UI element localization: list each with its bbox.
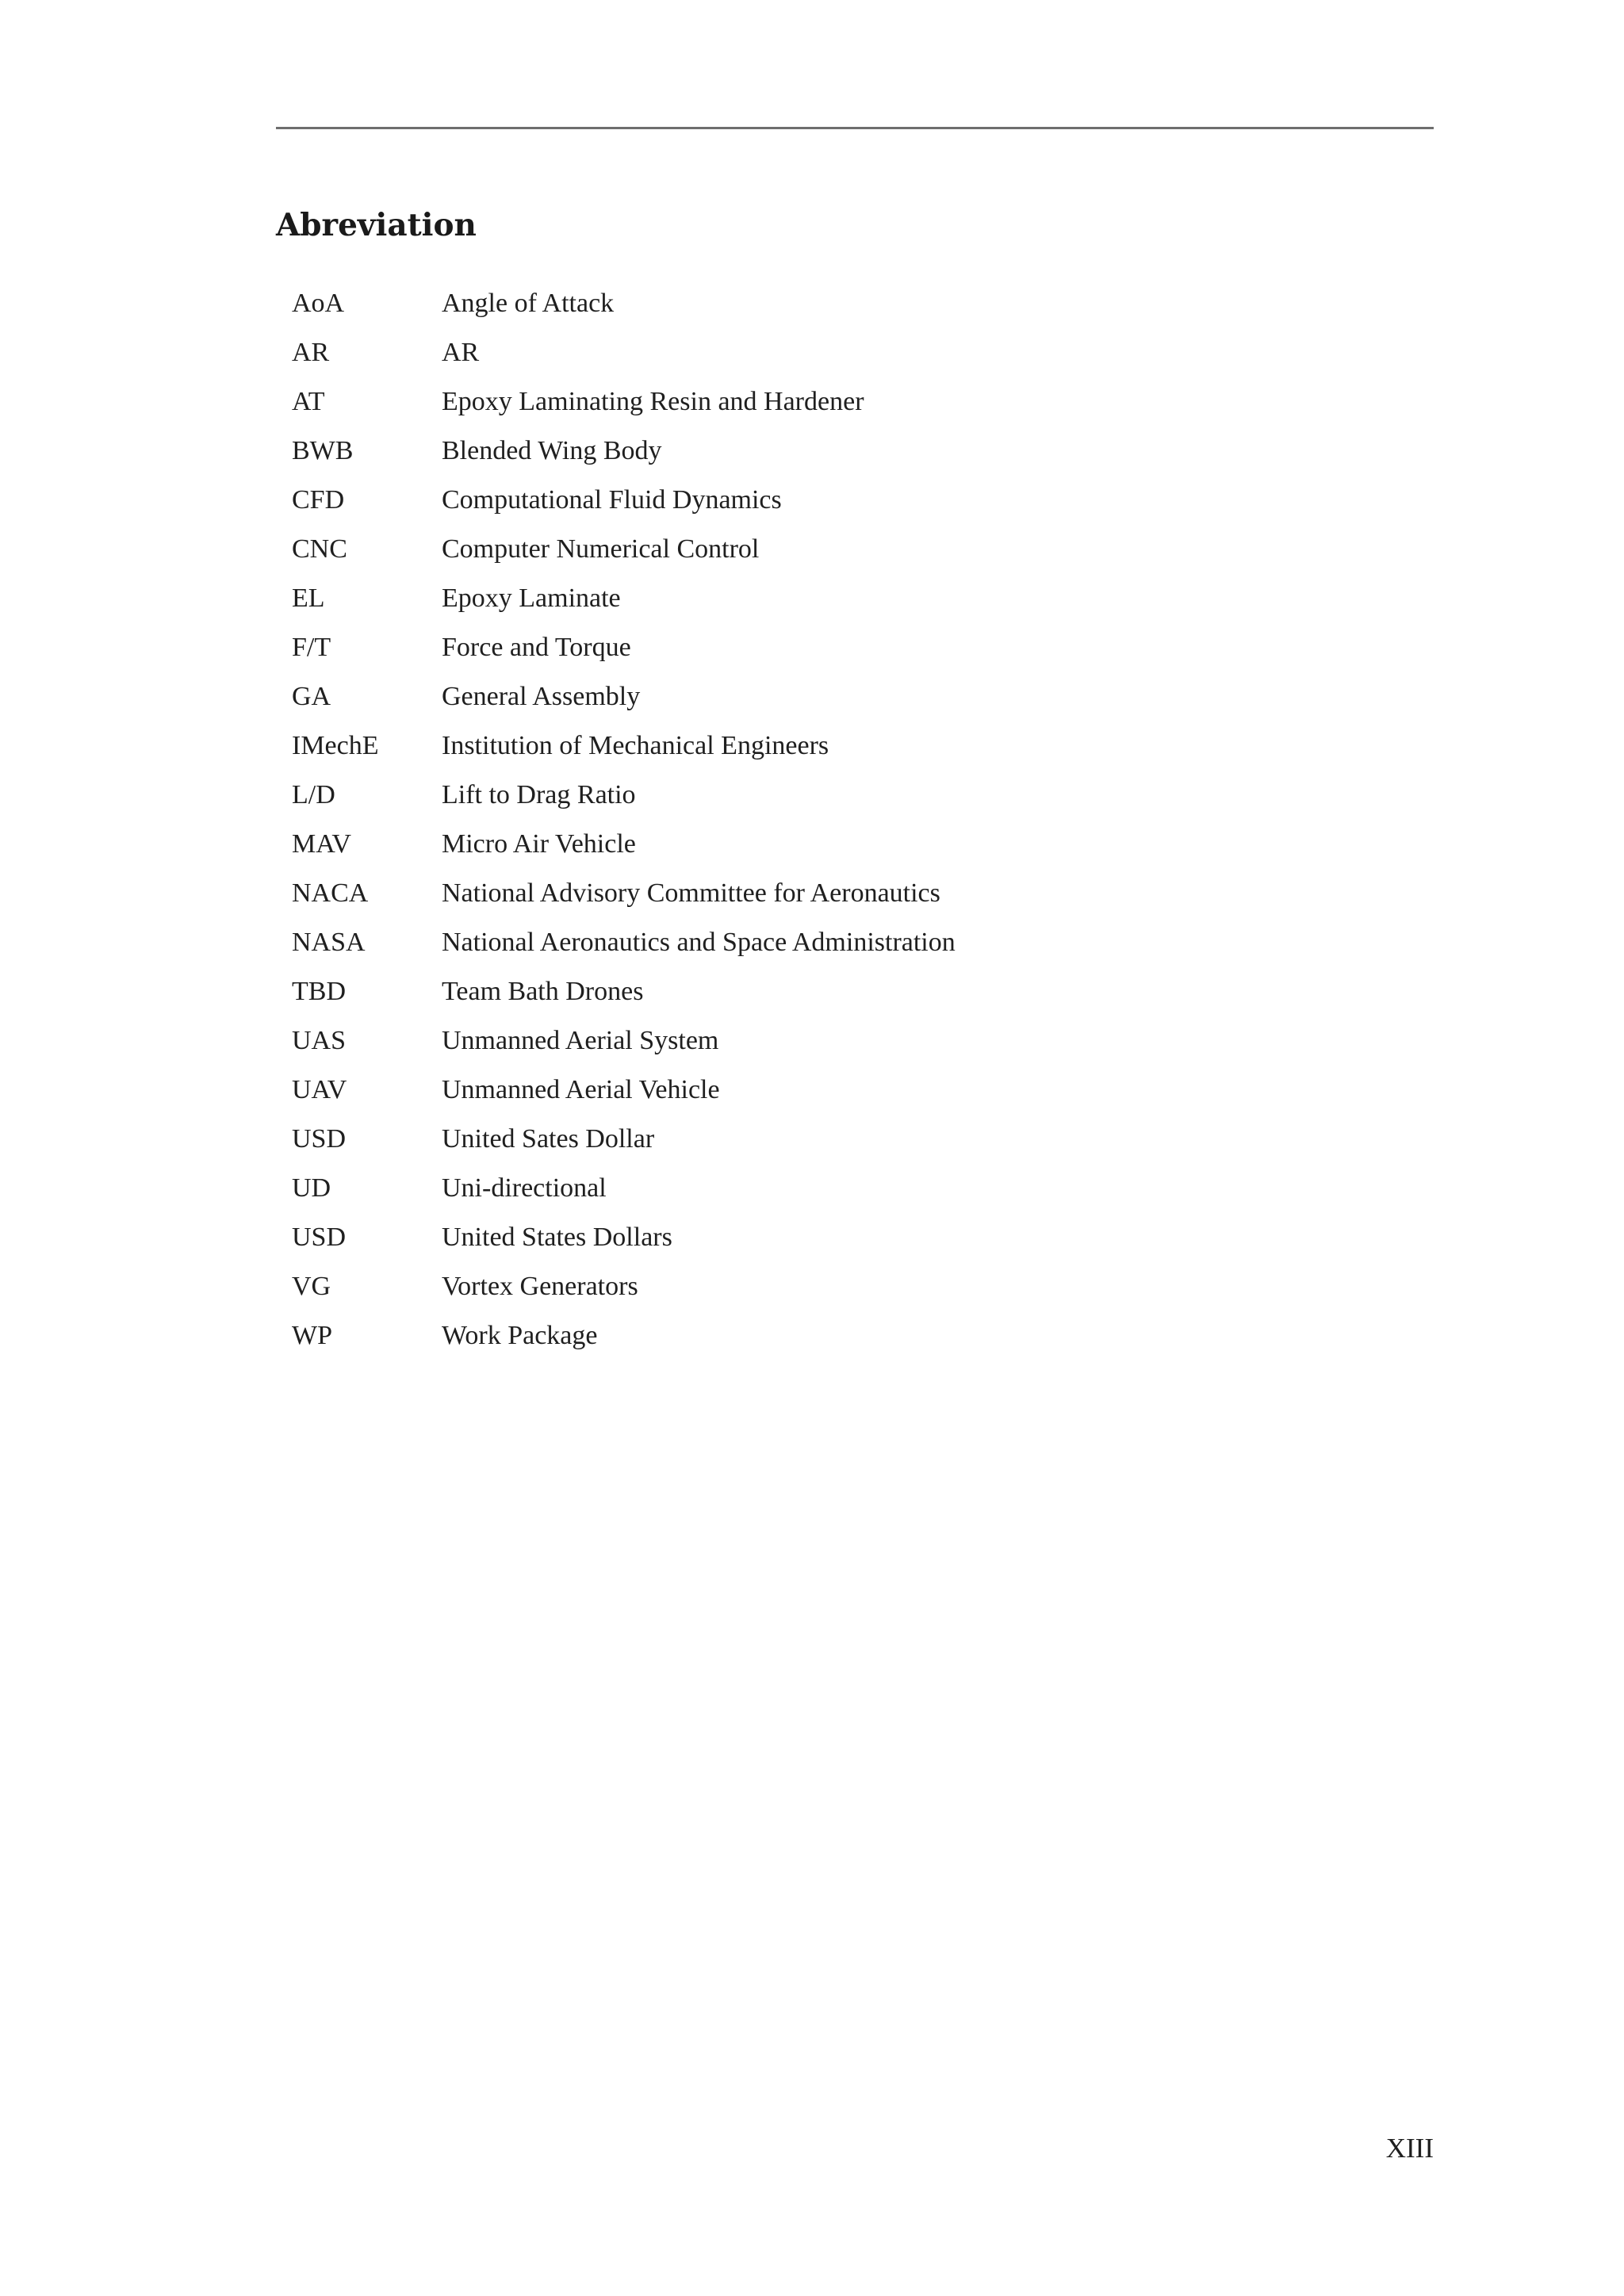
abbreviation-row — [292, 1266, 1323, 1315]
abbreviation-term: GA — [292, 682, 331, 711]
abbreviation-row — [292, 676, 1323, 725]
abbreviation-term: USD — [292, 1223, 347, 1252]
page-number: XIII — [1385, 2133, 1434, 2164]
abbreviation-term: UD — [292, 1173, 331, 1203]
abbreviation-definition: United States Dollars — [442, 1223, 672, 1252]
abbreviation-definition: Vortex Generators — [442, 1272, 638, 1301]
abbreviation-term: CFD — [292, 485, 345, 515]
abbreviation-row — [292, 725, 1323, 775]
abbreviation-term: VG — [292, 1272, 331, 1301]
abbreviation-term: TBD — [292, 977, 346, 1006]
abbreviation-term: BWB — [292, 436, 354, 465]
section-title: Abreviation — [276, 207, 477, 243]
abbreviation-term: UAS — [292, 1026, 347, 1055]
abbreviation-definition: Blended Wing Body — [442, 436, 662, 465]
abbreviation-definition: United Sates Dollar — [442, 1124, 655, 1154]
abbreviation-row — [292, 1168, 1323, 1217]
abbreviation-definition: National Advisory Committee for Aeronautics — [442, 878, 940, 908]
abbreviation-term: AR — [292, 338, 330, 367]
abbreviation-term: EL — [292, 584, 325, 613]
abbreviation-row — [292, 1217, 1323, 1266]
abbreviation-definition: Work Package — [442, 1321, 598, 1350]
abbreviation-row — [292, 480, 1323, 529]
abbreviation-definition: Epoxy Laminating Resin and Hardener — [442, 387, 864, 416]
abbreviation-row — [292, 627, 1323, 676]
abbreviation-definition: Uni-directional — [442, 1173, 607, 1203]
abbreviation-definition: General Assembly — [442, 682, 641, 711]
abbreviation-row — [292, 1119, 1323, 1168]
abbreviation-row — [292, 1315, 1323, 1364]
abbreviation-row — [292, 1070, 1323, 1119]
abbreviation-row — [292, 971, 1323, 1020]
abbreviation-row — [292, 1020, 1323, 1070]
abbreviation-definition: Lift to Drag Ratio — [442, 780, 636, 809]
abbreviation-definition: Force and Torque — [442, 633, 631, 662]
abbreviation-list — [292, 283, 1323, 1364]
abbreviation-definition: National Aeronautics and Space Administration — [442, 928, 956, 957]
abbreviation-row — [292, 922, 1323, 971]
abbreviation-term: NACA — [292, 878, 369, 908]
abbreviation-term: AoA — [292, 289, 345, 318]
abbreviation-definition: Institution of Mechanical Engineers — [442, 731, 829, 760]
abbreviation-definition: Micro Air Vehicle — [442, 829, 636, 859]
abbreviation-definition: Team Bath Drones — [442, 977, 644, 1006]
abbreviation-row — [292, 775, 1323, 824]
abbreviation-term: F/T — [292, 633, 331, 662]
abbreviation-term: L/D — [292, 780, 335, 809]
abbreviation-definition: Epoxy Laminate — [442, 584, 621, 613]
abbreviation-term: CNC — [292, 534, 347, 564]
abbreviation-row — [292, 529, 1323, 578]
abbreviation-term: NASA — [292, 928, 366, 957]
abbreviation-term: MAV — [292, 829, 351, 859]
abbreviation-definition: Computer Numerical Control — [442, 534, 760, 564]
abbreviation-row — [292, 873, 1323, 922]
abbreviation-row — [292, 578, 1323, 627]
abbreviation-term: UAV — [292, 1075, 347, 1104]
abbreviation-row — [292, 283, 1323, 332]
abbreviation-definition: AR — [442, 338, 480, 367]
abbreviation-term: AT — [292, 387, 325, 416]
abbreviation-row — [292, 332, 1323, 381]
header-rule — [276, 127, 1434, 129]
abbreviation-definition: Angle of Attack — [442, 289, 615, 318]
abbreviation-definition: Computational Fluid Dynamics — [442, 485, 782, 515]
abbreviation-definition: Unmanned Aerial Vehicle — [442, 1075, 720, 1104]
abbreviation-term: IMechE — [292, 731, 379, 760]
abbreviation-term: USD — [292, 1124, 347, 1154]
abbreviation-definition: Unmanned Aerial System — [442, 1026, 719, 1055]
abbreviation-row — [292, 824, 1323, 873]
abbreviation-term: WP — [292, 1321, 332, 1350]
abbreviation-row — [292, 381, 1323, 430]
abbreviation-row — [292, 430, 1323, 480]
